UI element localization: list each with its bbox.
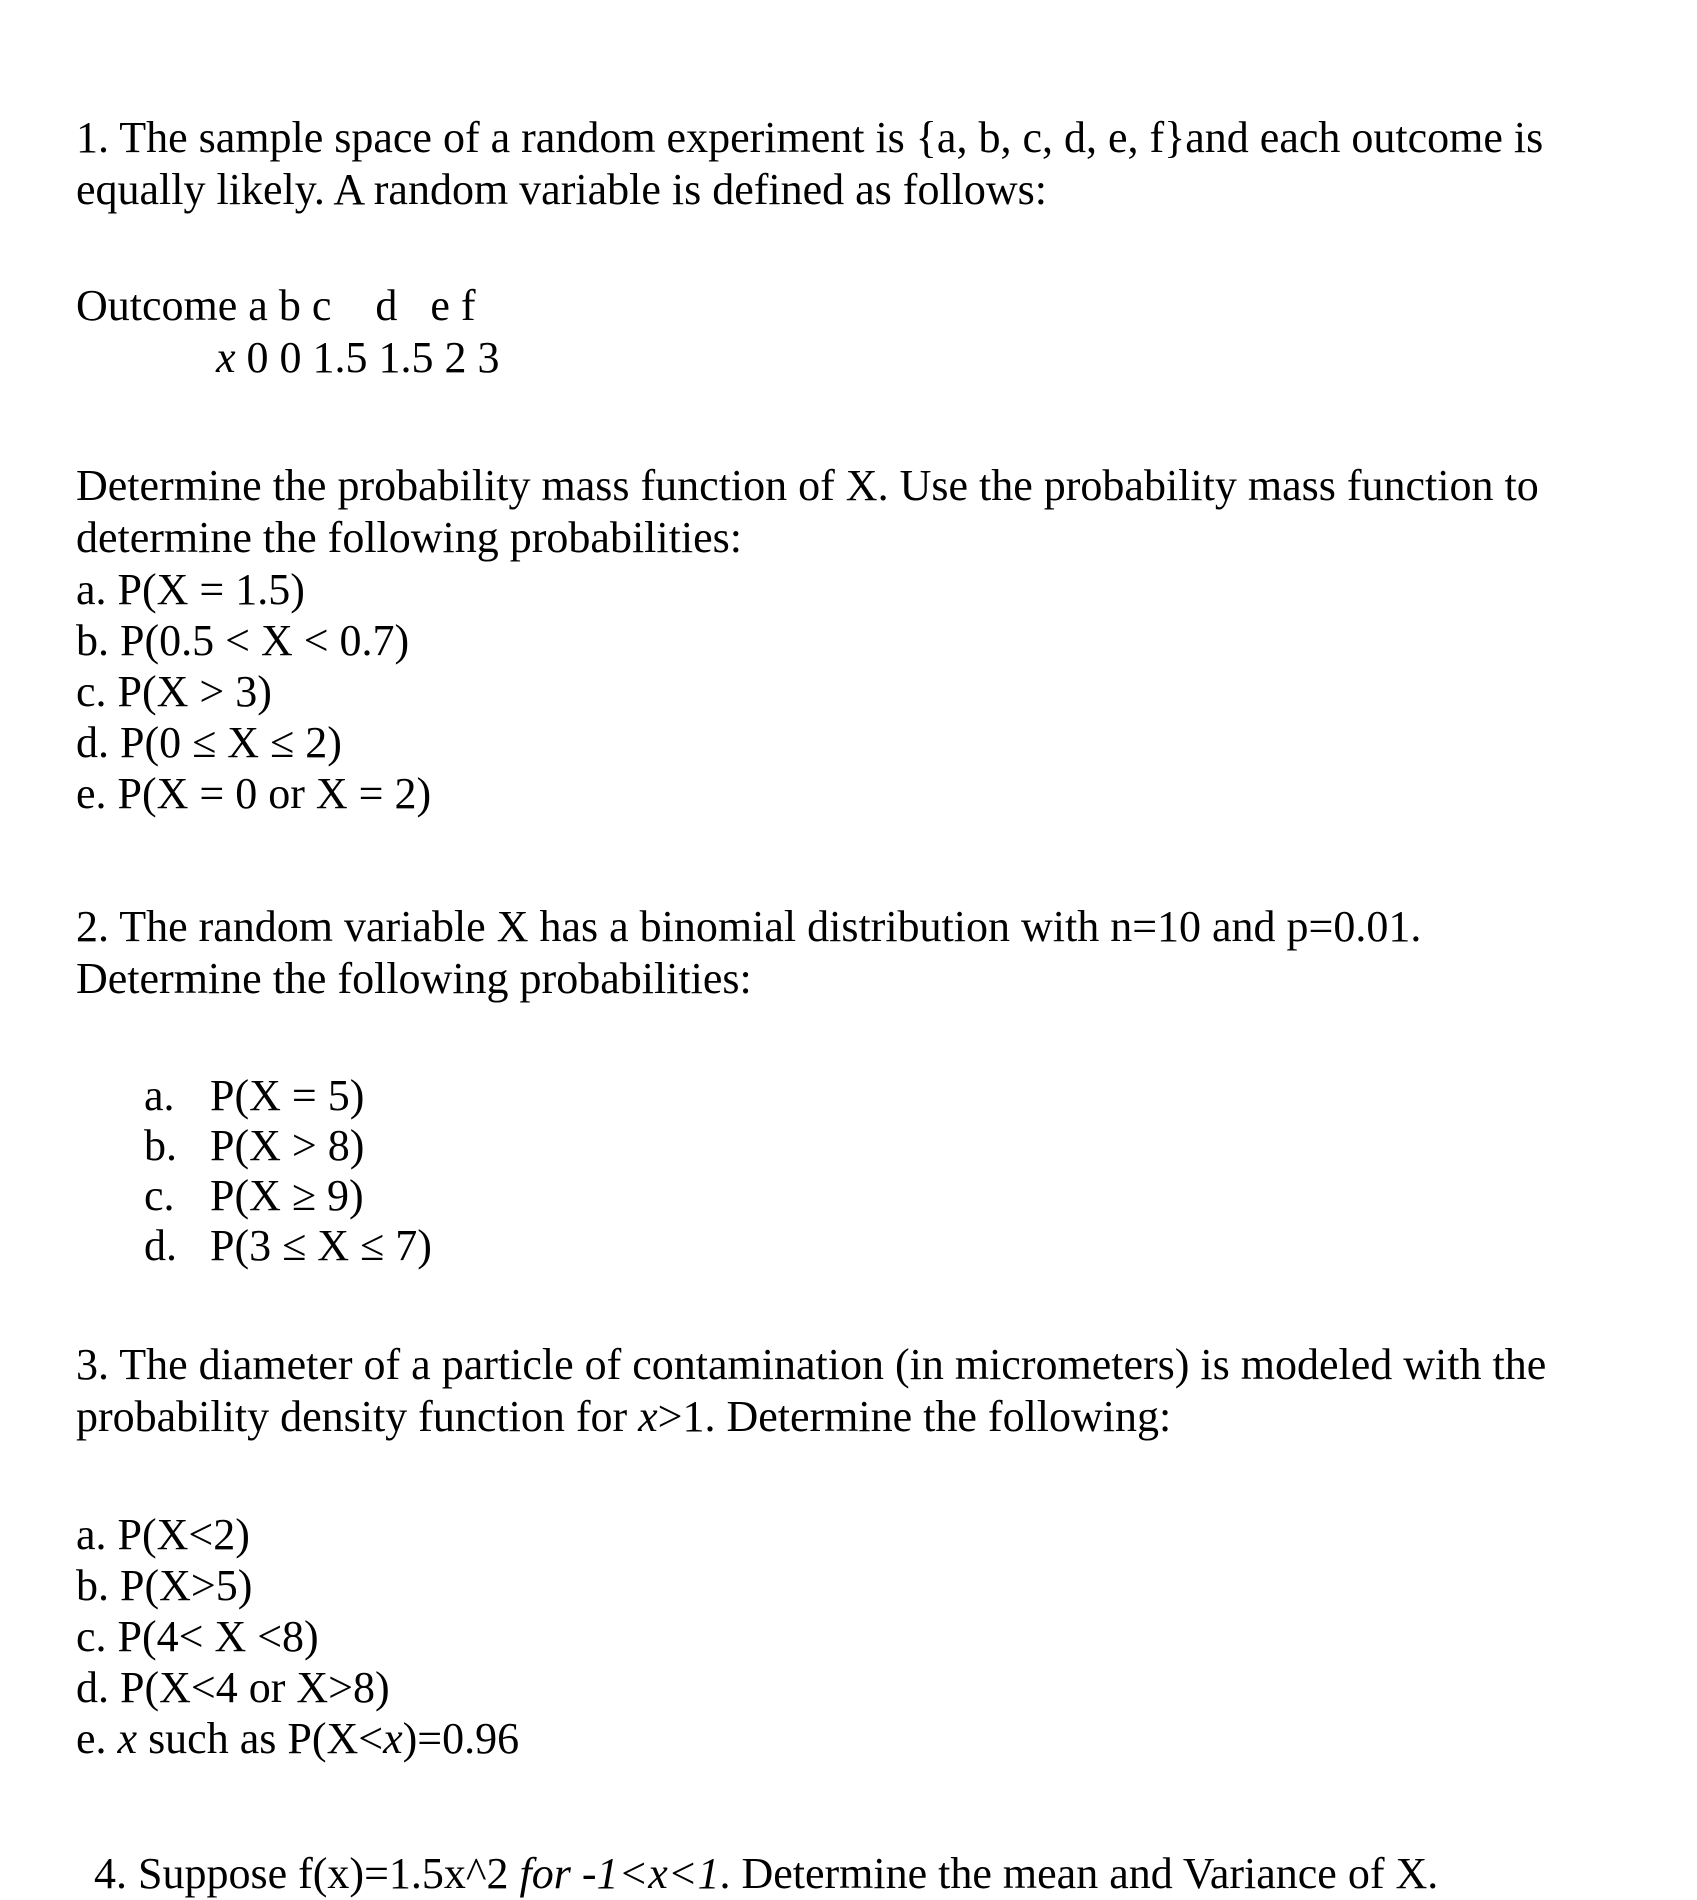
q3-item-e-mid: such as P(X< [137, 1714, 384, 1763]
q2-item-d-text: P(3 ≤ X ≤ 7) [210, 1221, 432, 1270]
q3-item-e [76, 1713, 1636, 1764]
q3-item-a: a. P(X<2) [76, 1510, 250, 1559]
q1-item-d: d. P(0 ≤ X ≤ 2) [76, 718, 342, 767]
question-3 [76, 1339, 1636, 1764]
q2-item-d-label: d. [144, 1221, 177, 1270]
q4-italic: for -1<x<1 [519, 1849, 720, 1898]
q2-item-b [144, 1121, 1636, 1171]
q3-item-e-var2: x [383, 1714, 403, 1763]
outcome-table [76, 280, 1636, 384]
q3-line2-post: >1. Determine the following: [657, 1392, 1172, 1441]
q2-subquestion-list [76, 1071, 1636, 1271]
q1-item-c: c. P(X > 3) [76, 667, 272, 716]
q2-item-d [144, 1221, 1636, 1271]
q2-item-a-label: a. [144, 1071, 175, 1120]
q2-item-b-label: b. [144, 1121, 177, 1170]
problem-document [76, 112, 1636, 1900]
question-1 [76, 112, 1636, 819]
q2-item-b-text: P(X > 8) [210, 1121, 365, 1170]
q1-instruction-line-2: determine the following probabilities: [76, 513, 742, 562]
q1-intro-line-1: 1. The sample space of a random experiment is {a, b, c, d, e, f}and each outcome is [76, 113, 1544, 162]
question-2 [76, 901, 1636, 1271]
x-values-row [76, 332, 1636, 384]
q3-intro-line-2 [76, 1391, 1636, 1443]
q3-subquestion-list [76, 1509, 1636, 1764]
q3-intro-line-1: 3. The diameter of a particle of contamination (in micrometers) is modeled with the [76, 1340, 1547, 1389]
q3-item-c: c. P(4< X <8) [76, 1612, 319, 1661]
q1-subquestion-list [76, 564, 1636, 819]
q3-item-e-pre: e. [76, 1714, 118, 1763]
q2-item-c-label: c. [144, 1171, 175, 1220]
question-4 [76, 1848, 1636, 1900]
q3-item-d: d. P(X<4 or X>8) [76, 1663, 390, 1712]
q2-item-c-text: P(X ≥ 9) [210, 1171, 364, 1220]
q2-intro-line-1: 2. The random variable X has a binomial distribution with n=10 and p=0.01. [76, 902, 1422, 951]
q2-item-a [144, 1071, 1636, 1121]
q3-item-b: b. P(X>5) [76, 1561, 253, 1610]
x-label: x [216, 333, 236, 382]
q1-item-b: b. P(0.5 < X < 0.7) [76, 616, 410, 665]
q3-line2-var: x [638, 1392, 658, 1441]
q4-post: . Determine the mean and Variance of X. [719, 1849, 1439, 1898]
q1-instruction-line-1: Determine the probability mass function of X. Use the probability mass function to [76, 461, 1539, 510]
outcome-header-row [76, 280, 1636, 332]
q3-line2-pre: probability density function for [76, 1392, 639, 1441]
q2-item-c [144, 1171, 1636, 1221]
q2-intro-line-2: Determine the following probabilities: [76, 954, 752, 1003]
q3-item-e-post: )=0.96 [402, 1714, 520, 1763]
outcome-values: a b c d e f [248, 281, 476, 330]
q1-item-a: a. P(X = 1.5) [76, 565, 305, 614]
q4-pre: 4. Suppose f(x)=1.5x^2 [94, 1849, 520, 1898]
q1-intro-line-2: equally likely. A random variable is defined as follows: [76, 165, 1048, 214]
q3-item-e-var: x [117, 1714, 138, 1763]
outcome-label: Outcome [76, 281, 238, 330]
q2-item-a-text: P(X = 5) [210, 1071, 365, 1120]
q1-item-e: e. P(X = 0 or X = 2) [76, 769, 432, 818]
x-values: 0 0 1.5 1.5 2 3 [246, 333, 500, 382]
